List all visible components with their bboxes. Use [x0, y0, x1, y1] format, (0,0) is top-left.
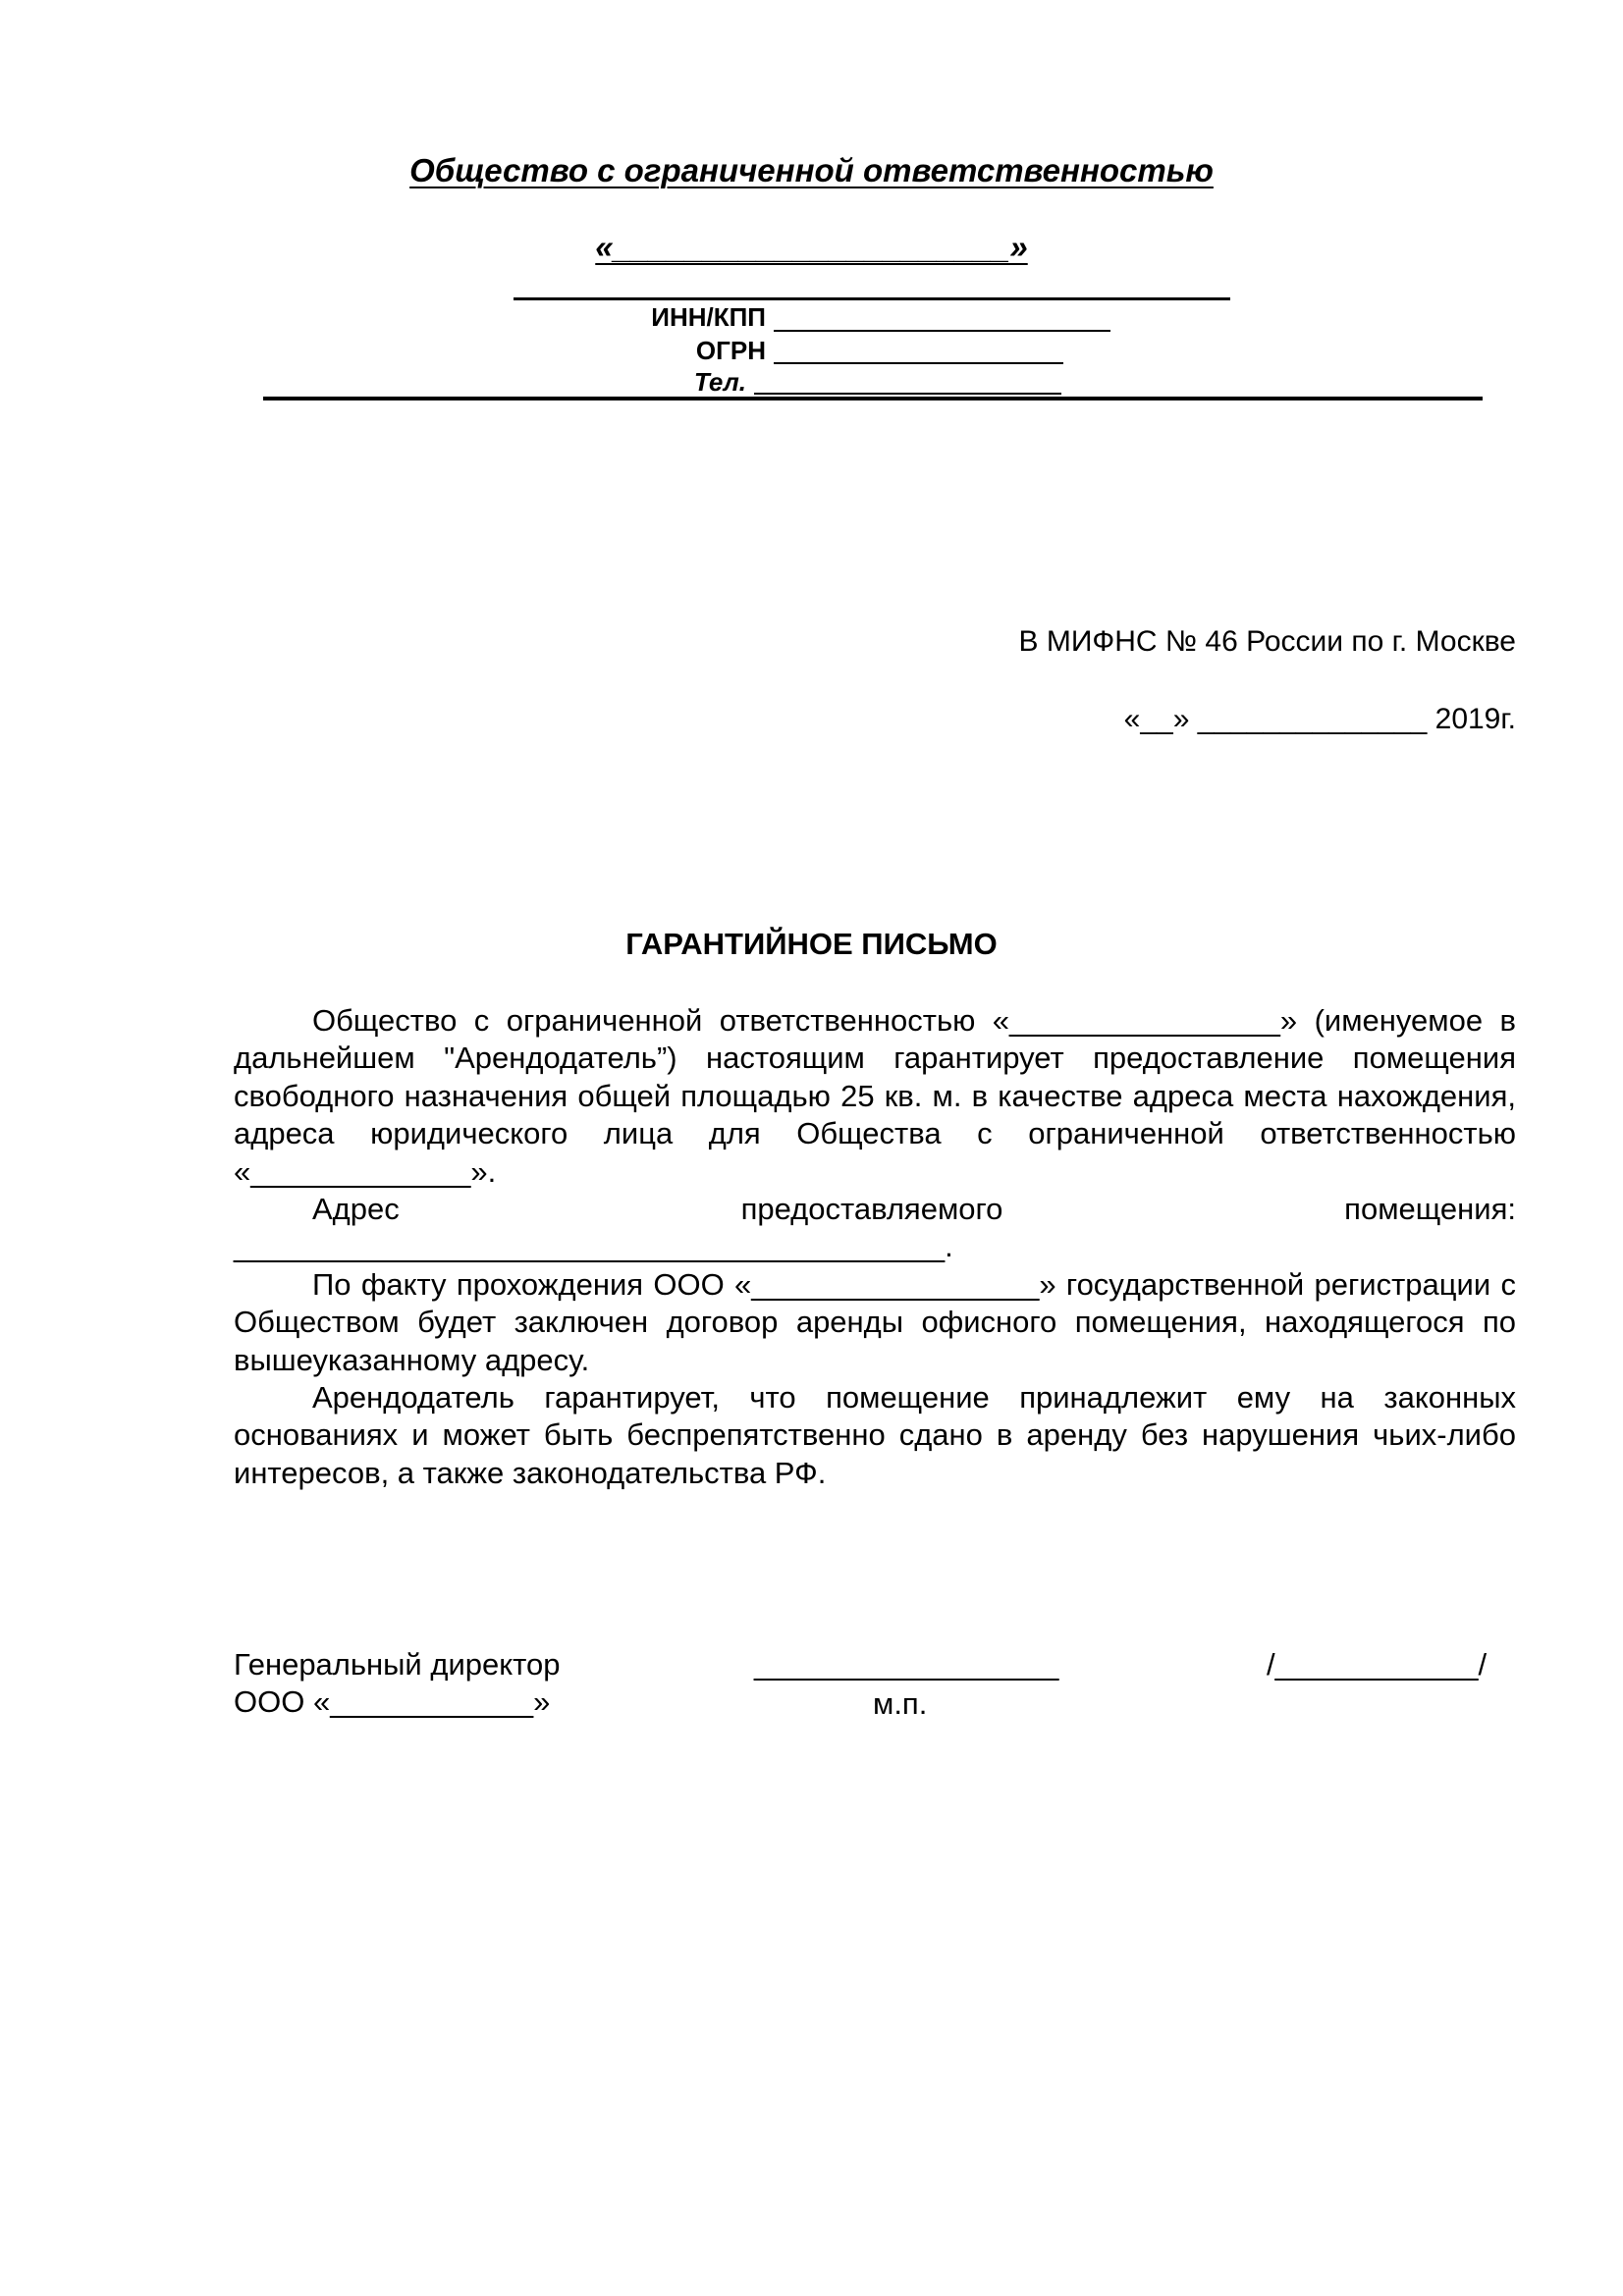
- signature-line: __________________: [754, 1647, 1059, 1682]
- org-name-placeholder: «______________________»: [595, 229, 1028, 265]
- stamp-label: м.п.: [873, 1686, 928, 1721]
- body-paragraph-lessor-guarantee: Арендодатель гарантирует, что помещение принадлежит ему на законных основаниях и может быть беспрепятственно сдано в аренду без нарушения чьих-либо интересов, а также законодательства РФ.: [234, 1380, 1516, 1490]
- tel-blank: [754, 393, 1061, 395]
- inn-kpp-row: [0, 302, 766, 336]
- org-form-title: Общество с ограниченной ответственностью: [409, 152, 1214, 188]
- ogrn-row: [0, 336, 766, 369]
- body-paragraph-registration: По факту прохождения ООО «_________________» государственной регистрации с Обществом будет заключен договор аренды офисного помещения, находящегося по вышеуказанному адресу.: [234, 1266, 1516, 1377]
- body-paragraph-guarantee: Общество с ограниченной ответственностью «________________» (именуемое в дальнейшем "Арендодатель”) настоящим гарантирует предоставление помещения свободного назначения общей площадью 25 кв. м. в качестве адреса места нахождения, адреса юридического лица для Общества с ограниченной ответственностью «_____________».: [234, 1003, 1516, 1189]
- ogrn-blank: [774, 362, 1063, 364]
- body-paragraph-address-blank: __________________________________________.: [234, 1229, 953, 1264]
- tel-label: Тел.: [693, 367, 746, 397]
- document-heading: ГАРАНТИЙНОЕ ПИСЬМО: [625, 927, 998, 961]
- tel-row: [0, 367, 746, 400]
- signatory-company: ООО «____________»: [234, 1684, 551, 1719]
- inn-kpp-label: ИНН/КПП: [651, 302, 766, 332]
- recipient-line: В МИФНС № 46 России по г. Москве: [1018, 625, 1516, 658]
- name-line: /____________/: [1267, 1647, 1488, 1682]
- signatory-position: Генеральный директор: [234, 1647, 561, 1682]
- body-paragraph-address-label: Адрес предоставляемого помещения:: [312, 1192, 1516, 1227]
- ogrn-label: ОГРН: [695, 336, 766, 365]
- letterhead-top-rule: [514, 297, 1230, 300]
- date-line: «__» ______________ 2019г.: [1123, 703, 1516, 735]
- letterhead-bottom-rule: [263, 397, 1483, 400]
- letter-body: [234, 1002, 1516, 1492]
- inn-kpp-blank: [774, 330, 1110, 332]
